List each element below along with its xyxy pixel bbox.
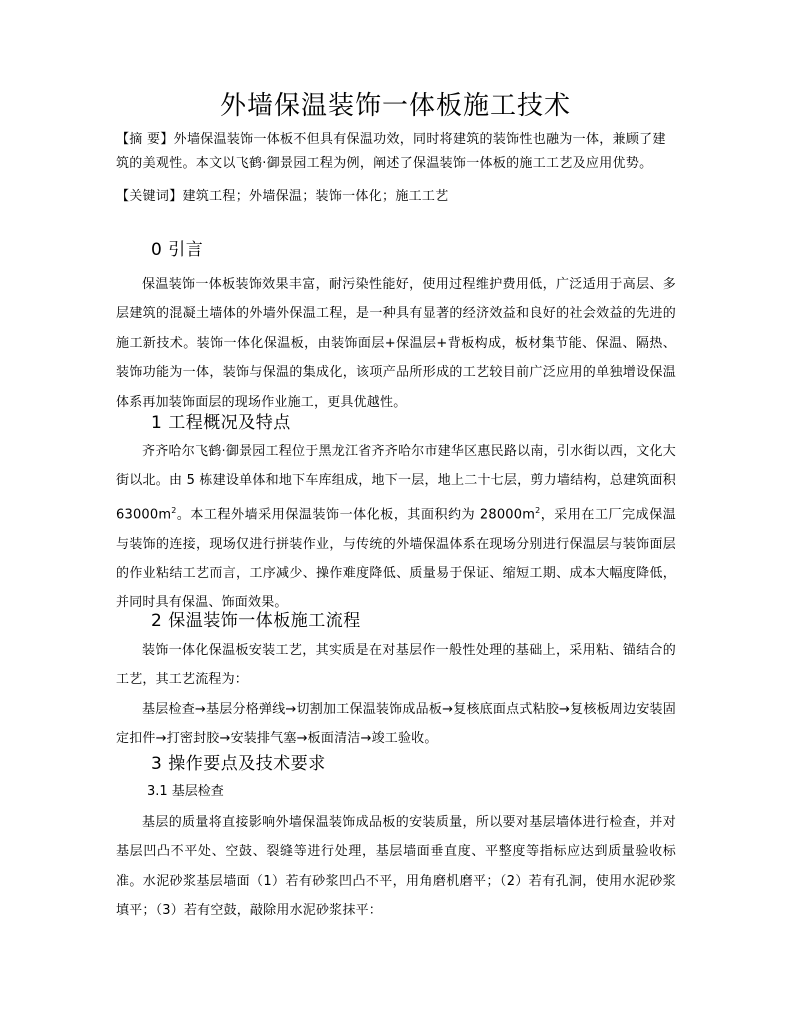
section-1-paragraph <box>116 437 676 618</box>
section-2-paragraph-2: 基层检查→基层分格弹线→切割加工保温装饰成品板→复核底面点式粘胶→复核板周边安装固定扣件→打密封胶→安装排气塞→板面清洁→竣工验收。 <box>116 701 676 747</box>
document-title: 外墙保温装饰一体板施工技术 <box>219 91 571 121</box>
abstract <box>116 128 676 176</box>
section-1-text-a: 齐齐哈尔飞鹤·御景园工程位于黑龙江省齐齐哈尔市建华区惠民路以南，引水街以西，文化大街以北。由 5 栋建设单体和地下车库组成，地下一层，地上二十七层，剪力墙结构，总建筑面积 63000m <box>116 444 676 523</box>
section-3-heading: 3 操作要点及技术要求 <box>151 754 326 774</box>
keywords-text: 建筑工程；外墙保温；装饰一体化；施工工艺 <box>182 189 449 204</box>
section-3-paragraph: 基层的质量将直接影响外墙保温装饰成品板的安装质量，所以要对基层墙体进行检查，并对基层凹凸不平处、空鼓、裂缝等进行处理，基层墙面垂直度、平整度等指标应达到质量验收标准。水泥砂浆基层墙面（1）若有砂浆凹凸不平，用角磨机磨平；（2）若有孔洞，使用水泥砂浆填平；（3）若有空鼓，敲除用水泥砂浆抹平： <box>116 815 676 919</box>
section-2-paragraph-1: 装饰一体化保温板安装工艺，其实质是在对基层作一般性处理的基础上，采用粘、锚结合的工艺，其工艺流程为： <box>116 643 676 688</box>
section-2-body <box>116 636 676 754</box>
section-1-heading: 1 工程概况及特点 <box>151 413 291 433</box>
superscript-2: 2 <box>535 505 541 515</box>
abstract-label: 【摘 要】 <box>116 132 174 147</box>
abstract-text: 外墙保温装饰一体板不但具有保温功效，同时将建筑的装饰性也融为一体，兼顾了建筑的美观性。本文以飞鹤·御景园工程为例，阐述了保温装饰一体板的施工工艺及应用优势。 <box>116 132 666 171</box>
subsection-3-1-heading: 3.1 基层检查 <box>147 784 224 799</box>
section-1-text-b: 。本工程外墙采用保温装饰一体化板，其面积约为 28000m <box>176 507 536 523</box>
superscript-2: 2 <box>171 505 177 515</box>
section-2-heading: 2 保温装饰一体板施工流程 <box>151 611 361 631</box>
section-3-body <box>116 808 676 926</box>
keywords <box>116 185 676 209</box>
section-1-text-c: ，采用在工厂完成保温与装饰的连接，现场仅进行拼装作业，与传统的外墙保温体系在现场分别进行保温层与装饰面层的作业粘结工艺而言，工序减少、操作难度降低、质量易于保证、缩短工期、成本大幅度降低，并同时具有保温、饰面效果。 <box>116 507 676 611</box>
section-0-paragraph: 保温装饰一体板装饰效果丰富，耐污染性能好，使用过程维护费用低，广泛适用于高层、多层建筑的混凝土墙体的外墙外保温工程，是一种具有显著的经济效益和良好的社会效益的先进的施工新技术。装饰一体化保温板，由装饰面层+保温层+背板构成，板材集节能、保温、隔热、装饰功能为一体，装饰与保温的集成化，该项产品所形成的工艺较目前广泛应用的单独增设保温体系再加装饰面层的现场作业施工，更具优越性。 <box>116 277 676 410</box>
keywords-label: 【关键词】 <box>116 189 183 204</box>
section-0-body <box>116 270 676 417</box>
section-0-heading: 0 引言 <box>151 240 204 260</box>
section-1-body <box>116 437 676 618</box>
